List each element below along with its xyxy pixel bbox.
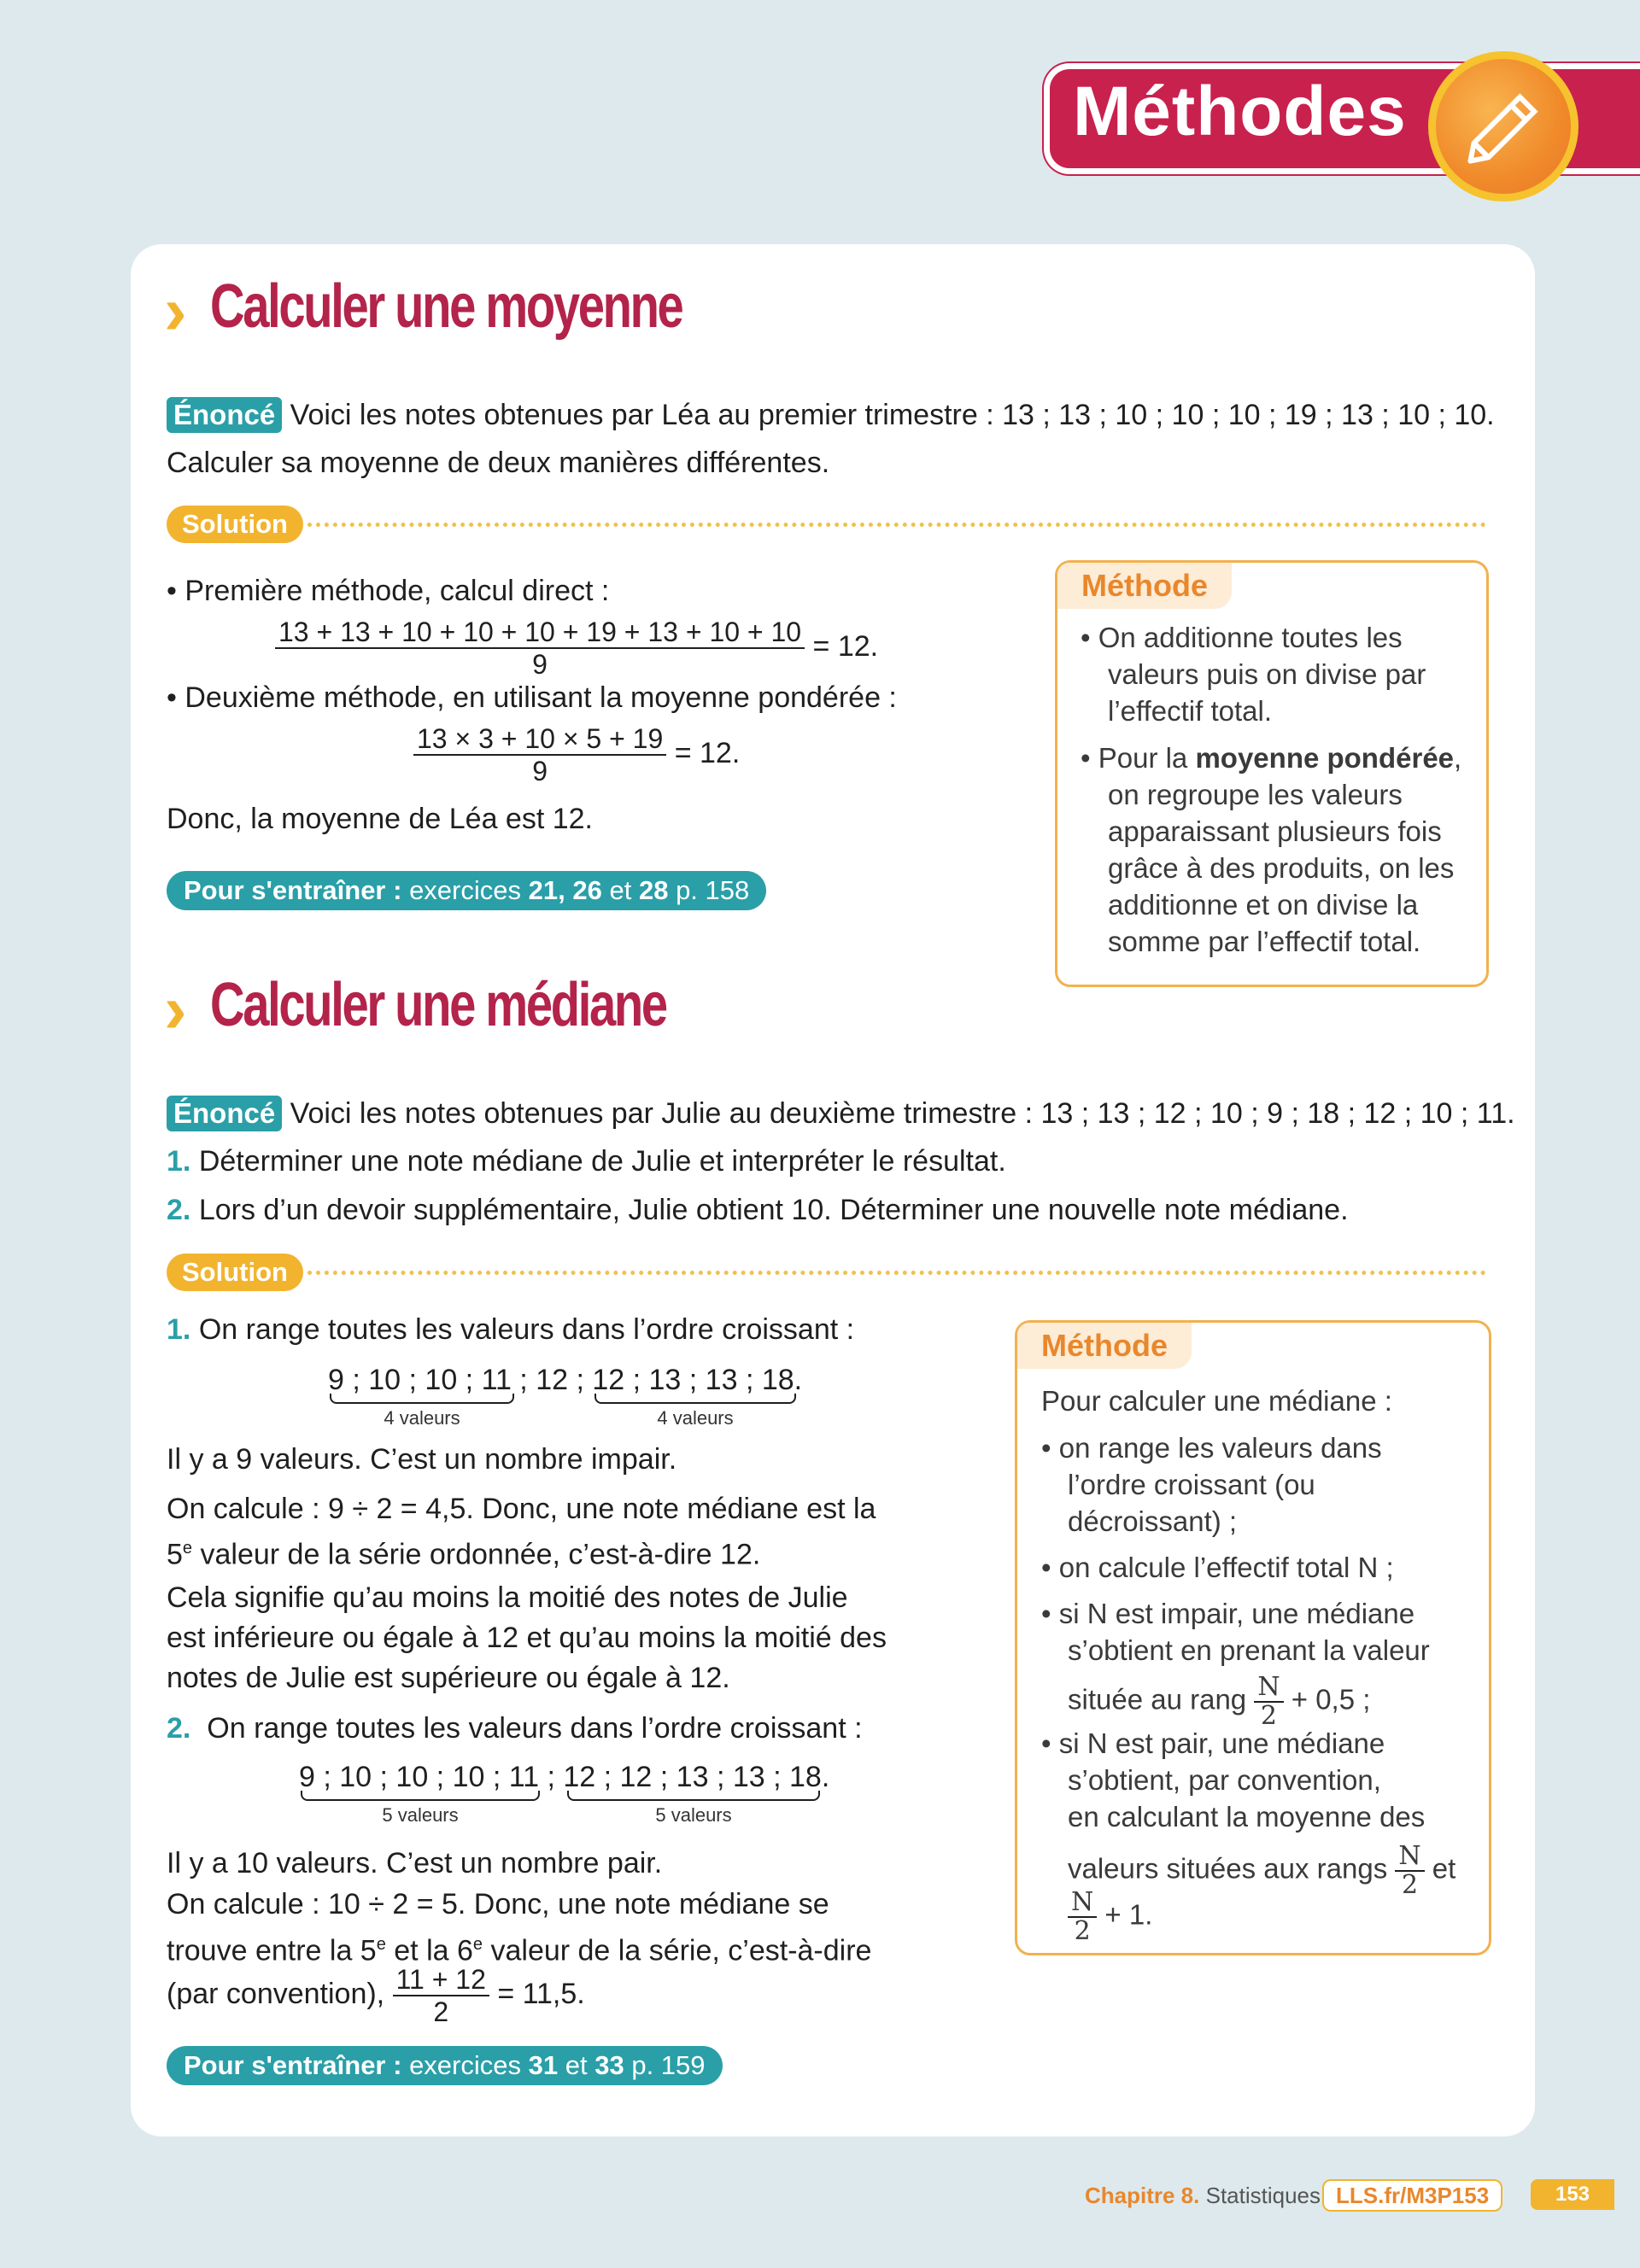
frac-denominator: 2 — [1401, 1870, 1419, 1900]
fraction-ponderee — [413, 723, 740, 786]
answer-text: valeur de la série ordonnée, c’est-à-dire 12. — [192, 1538, 761, 1571]
footer-chapter — [1085, 2183, 1321, 2209]
train-ex: 33 — [594, 2050, 624, 2080]
answer-text: valeur de la série, c’est-à-dire — [483, 1934, 872, 1967]
methode-line: décroissant) ; — [1068, 1505, 1238, 1537]
bullet-methode-2: • Deuxième méthode, en utilisant la moyenne pondérée : — [167, 681, 897, 714]
methode-line — [1081, 739, 1461, 776]
methode-text: valeurs situées aux rangs — [1068, 1852, 1388, 1885]
dotted-divider — [308, 523, 1486, 527]
frac-numerator: N — [1254, 1674, 1283, 1703]
chevron-right-icon: › — [164, 272, 187, 348]
frac-denominator: 2 — [1074, 1916, 1091, 1946]
methode-line: grâce à des produits, on les — [1108, 852, 1455, 884]
train-ex: 31 — [528, 2050, 559, 2080]
answer-1-line: Il y a 9 valeurs. C’est un nombre impair. — [167, 1443, 677, 1476]
train-pre: exercices — [409, 2050, 521, 2080]
fraction-direct — [275, 617, 878, 680]
pencil-icon — [1428, 51, 1578, 202]
answer-1-line: Cela signifie qu’au moins la moitié des notes de Julie — [167, 1581, 848, 1614]
brace-label: 5 valeurs — [655, 1804, 732, 1826]
frac-numerator: N — [1395, 1843, 1424, 1872]
methode-line: • on calcule l’effectif total N ; — [1041, 1552, 1394, 1583]
methode-tag: Méthode — [1017, 1323, 1192, 1369]
section-title-moyenne: Calculer une moyenne — [210, 272, 682, 341]
answer-2-line: Il y a 10 valeurs. C’est un nombre pair. — [167, 1847, 663, 1879]
methode-line: l’effectif total. — [1108, 695, 1272, 727]
answer-text: (par convention), — [167, 1977, 385, 2010]
brace-right — [567, 1791, 820, 1801]
methode-text: située au rang — [1068, 1683, 1247, 1716]
answer-1-line: est inférieure ou égale à 12 et qu’au moins la moitié des — [167, 1622, 887, 1654]
question-number: 1. — [167, 1145, 191, 1178]
brace-left — [330, 1394, 514, 1404]
methode-line: Pour calculer une médiane : — [1041, 1385, 1392, 1417]
answer-2-line: On calcule : 10 ÷ 2 = 5. Donc, une note médiane se — [167, 1888, 829, 1920]
train-ex: 26 — [572, 875, 602, 905]
series-part: 12 ; 13 ; 13 ; 18 — [592, 1364, 794, 1396]
brace-label: 4 valeurs — [384, 1407, 460, 1429]
enonce-2 — [167, 1093, 1515, 1134]
train-page: p. 159 — [631, 2050, 706, 2080]
train-label: Pour s'entraîner : — [184, 875, 402, 905]
series-part: 12 ; 12 ; 13 ; 13 ; 18 — [563, 1761, 822, 1793]
methode-line: • si N est impair, une médiane — [1041, 1598, 1415, 1629]
footer-link[interactable]: LLS.fr/M3P153 — [1322, 2179, 1502, 2212]
methode-line: l’ordre croissant (ou — [1068, 1469, 1315, 1500]
enonce-tag: Énoncé — [167, 1096, 282, 1131]
question-text: Lors d’un devoir supplémentaire, Julie obtient 10. Déterminer une nouvelle note médiane. — [198, 1194, 1349, 1226]
answer-2-line — [167, 1964, 585, 2027]
methode-text: et — [1432, 1852, 1456, 1885]
answer-text: 5 — [167, 1538, 183, 1571]
page-number: 153 — [1531, 2179, 1614, 2210]
frac-result: = 12. — [674, 736, 741, 769]
frac-denominator: 2 — [433, 1996, 449, 2027]
superscript: e — [376, 1935, 386, 1954]
enonce-2-line1: Voici les notes obtenues par Julie au deuxième trimestre : 13 ; 13 ; 12 ; 10 ; 9 ; 18 ; 12 ; 10 ; 11. — [290, 1097, 1515, 1130]
methode-line: somme par l’effectif total. — [1108, 926, 1421, 957]
conclusion-moyenne: Donc, la moyenne de Léa est 12. — [167, 803, 593, 835]
enonce-tag: Énoncé — [167, 397, 282, 433]
train-pre: exercices — [409, 875, 521, 905]
series-part: 9 ; 10 ; 10 ; 11 — [328, 1364, 512, 1396]
frac-denominator: 2 — [1260, 1701, 1277, 1731]
answer-text: On range toutes les valeurs dans l’ordre croissant : — [207, 1712, 863, 1745]
answer-1-line: notes de Julie est supérieure ou égale à 12. — [167, 1662, 730, 1694]
answer-1-line — [167, 1528, 760, 1575]
methode-line: s’obtient en prenant la valeur — [1068, 1634, 1430, 1666]
answer-number: 2. — [167, 1712, 191, 1745]
frac-result: = 12. — [812, 629, 879, 663]
series-part: . — [794, 1364, 803, 1396]
chapter-subject: Statistiques — [1205, 2183, 1321, 2208]
methode-line: • si N est pair, une médiane — [1041, 1727, 1385, 1759]
methode-text: + 1. — [1104, 1898, 1153, 1931]
dotted-divider — [308, 1271, 1486, 1275]
methode-line: apparaissant plusieurs fois — [1108, 815, 1442, 847]
methode-bold: moyenne pondérée — [1195, 742, 1455, 774]
solution-tag-2: Solution — [167, 1254, 303, 1291]
answer-text: trouve entre la 5 — [167, 1934, 377, 1967]
question-1 — [167, 1141, 1006, 1182]
methode-text: , — [1454, 742, 1462, 774]
series-part: ; — [539, 1761, 564, 1793]
methode-line: • on range les valeurs dans — [1041, 1432, 1382, 1464]
methode-line: • On additionne toutes les — [1081, 622, 1403, 653]
section-title-mediane: Calculer une médiane — [210, 971, 666, 1039]
chapter-number: Chapitre 8. — [1085, 2183, 1200, 2208]
brace-label: 5 valeurs — [382, 1804, 459, 1826]
brace-right — [594, 1394, 796, 1404]
answer-number: 1. — [167, 1313, 191, 1346]
methode-line: additionne et on divise la — [1108, 889, 1419, 921]
question-2 — [167, 1190, 1349, 1230]
page-title: Méthodes — [1073, 73, 1407, 150]
enonce-1-line1: Voici les notes obtenues par Léa au premier trimestre : 13 ; 13 ; 10 ; 10 ; 10 ; 19 ; 13 ; 10 ; 10. — [290, 399, 1495, 431]
series-part: ; 12 ; — [511, 1364, 593, 1396]
methode-line — [1068, 1889, 1152, 1945]
enonce-1 — [167, 395, 1495, 435]
methode-text: + 0,5 ; — [1291, 1683, 1371, 1716]
methode-line: valeurs puis on divise par — [1108, 658, 1426, 690]
chevron-right-icon: › — [164, 971, 187, 1047]
answer-1-line: On calcule : 9 ÷ 2 = 4,5. Donc, une note médiane est la — [167, 1493, 876, 1525]
methode-line: on regroupe les valeurs — [1108, 779, 1403, 810]
answer-text: et la 6 — [385, 1934, 473, 1967]
answer-1-intro — [167, 1309, 854, 1350]
brace-left — [301, 1791, 540, 1801]
solution-tag-1: Solution — [167, 506, 303, 543]
frac-numerator: 13 + 13 + 10 + 10 + 10 + 19 + 13 + 10 + 10 — [275, 617, 805, 649]
frac-numerator: N — [1068, 1889, 1097, 1918]
frac-numerator: 13 × 3 + 10 × 5 + 19 — [413, 723, 666, 756]
enonce-1-line2: Calculer sa moyenne de deux manières différentes. — [167, 447, 830, 479]
train-page: p. 158 — [676, 875, 750, 905]
frac-denominator: 9 — [532, 756, 548, 786]
methode-text: • Pour la — [1081, 742, 1188, 774]
answer-text: On range toutes les valeurs dans l’ordre croissant : — [198, 1313, 855, 1346]
brace-label: 4 valeurs — [657, 1407, 734, 1429]
frac-numerator: 11 + 12 — [393, 1964, 489, 1996]
methode-tag: Méthode — [1057, 563, 1232, 609]
frac-result: = 11,5. — [497, 1977, 585, 2010]
question-text: Déterminer une note médiane de Julie et interpréter le résultat. — [198, 1145, 1006, 1178]
methode-line: s’obtient, par convention, — [1068, 1764, 1381, 1796]
superscript: e — [472, 1935, 483, 1954]
series-part: 9 ; 10 ; 10 ; 10 ; 11 — [299, 1761, 540, 1793]
frac-denominator: 9 — [532, 649, 548, 680]
train-ex: 28 — [638, 875, 669, 905]
train-link-2[interactable] — [167, 2046, 723, 2085]
train-label: Pour s'entraîner : — [184, 2050, 402, 2080]
question-number: 2. — [167, 1194, 191, 1226]
train-and: et — [565, 2050, 588, 2080]
methode-line — [1068, 1674, 1370, 1730]
series-part: . — [821, 1761, 830, 1793]
train-ex: 21, — [528, 875, 565, 905]
answer-2-intro — [167, 1708, 863, 1749]
train-link-1[interactable] — [167, 871, 766, 910]
superscript: e — [182, 1539, 193, 1558]
train-and: et — [609, 875, 632, 905]
methode-line: en calculant la moyenne des — [1068, 1801, 1426, 1833]
bullet-methode-1: • Première méthode, calcul direct : — [167, 575, 610, 607]
